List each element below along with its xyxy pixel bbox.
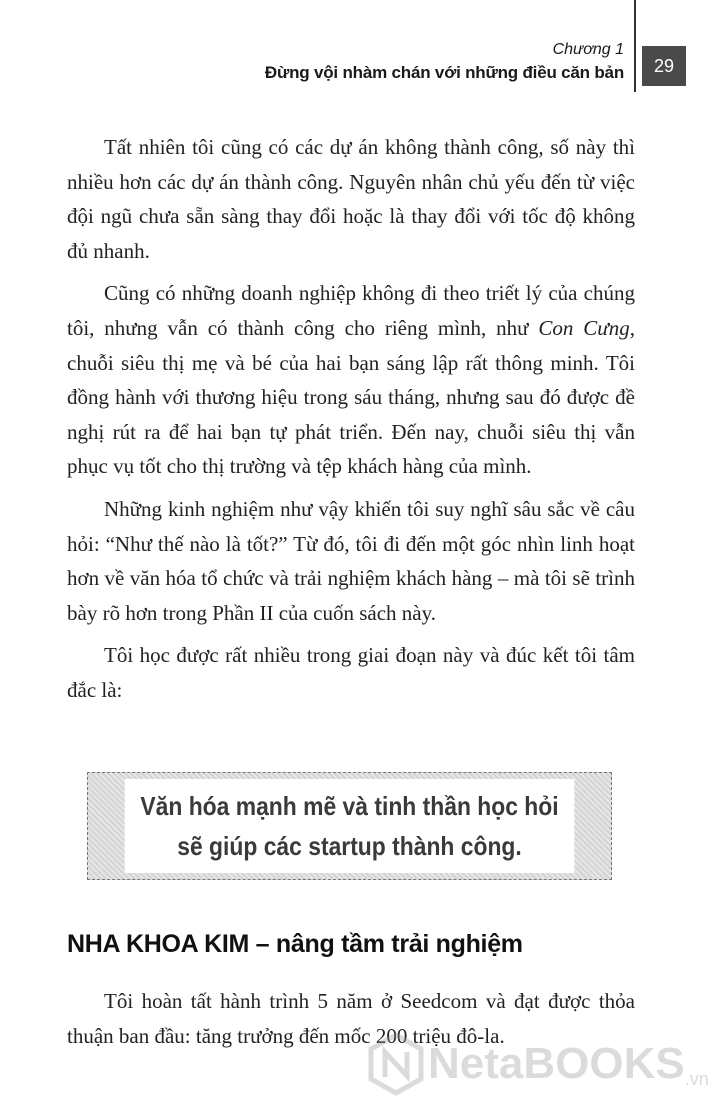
watermark-suffix: .vn [684, 1069, 709, 1089]
paragraph-2 [67, 276, 635, 484]
paragraph-4: Tôi học được rất nhiều trong giai đoạn này và đúc kết tôi tâm đắc là: [67, 643, 635, 702]
paragraph-1: Tất nhiên tôi cũng có các dự án không thành công, số này thì nhiều hơn các dự án thành công. Nguyên nhân chủ yếu đến từ việc đội ngũ chưa sẵn sàng thay đổi hoặc là thay đổi với tốc độ không đủ nhanh. [67, 135, 635, 263]
section-heading: NHA KHOA KIM – nâng tầm trải nghiệm [67, 930, 523, 958]
paragraph-2-before: Cũng có những doanh nghiệp không đi theo triết lý của chúng tôi, nhưng vẫn có thành công cho riêng mình, như [67, 281, 635, 340]
quote-line-1: Văn hóa mạnh mẽ và tinh thần học hỏi [140, 791, 559, 821]
page-number: 29 [642, 46, 686, 86]
body-text [67, 130, 635, 716]
watermark [368, 1024, 709, 1104]
quote-box [87, 772, 612, 880]
section-paragraph: Tôi hoàn tất hành trình 5 năm ở Seedcom và đạt được thỏa thuận ban đầu: tăng trưởng đến mốc 200 triệu đô-la. [67, 989, 635, 1048]
netabooks-logo-icon [368, 1033, 424, 1095]
brand-name-italic: Con Cưng [538, 315, 630, 340]
header-rule [634, 0, 636, 92]
watermark-brand: NetaBOOKS [428, 1039, 685, 1088]
quote-line-2: sẽ giúp các startup thành công. [177, 831, 522, 861]
chapter-title: Đừng vội nhàm chán với những điều căn bản [264, 63, 624, 82]
paragraph-3: Những kinh nghiệm như vậy khiến tôi suy nghĩ sâu sắc về câu hỏi: “Như thế nào là tốt?” Từ đó, tôi đi đến một góc nhìn linh hoạt hơn về văn hóa tổ chức và trải nghiệm khách hàng – mà tôi sẽ trình bày rõ hơn trong Phần II của cuốn sách này. [67, 496, 635, 625]
paragraph-2-after: , chuỗi siêu thị mẹ và bé của hai bạn sáng lập rất thông minh. Tôi đồng hành với thương hiệu trong sáu tháng, nhưng sau đó được đề nghị rút ra để hai bạn tự phát triển. Đến nay, chuỗi siêu thị vẫn phục vụ tốt cho thị trường và tệp khách hàng của mình. [67, 315, 635, 479]
chapter-label: Chương 1 [552, 41, 624, 58]
running-header [265, 40, 624, 86]
quote-text [125, 779, 575, 873]
